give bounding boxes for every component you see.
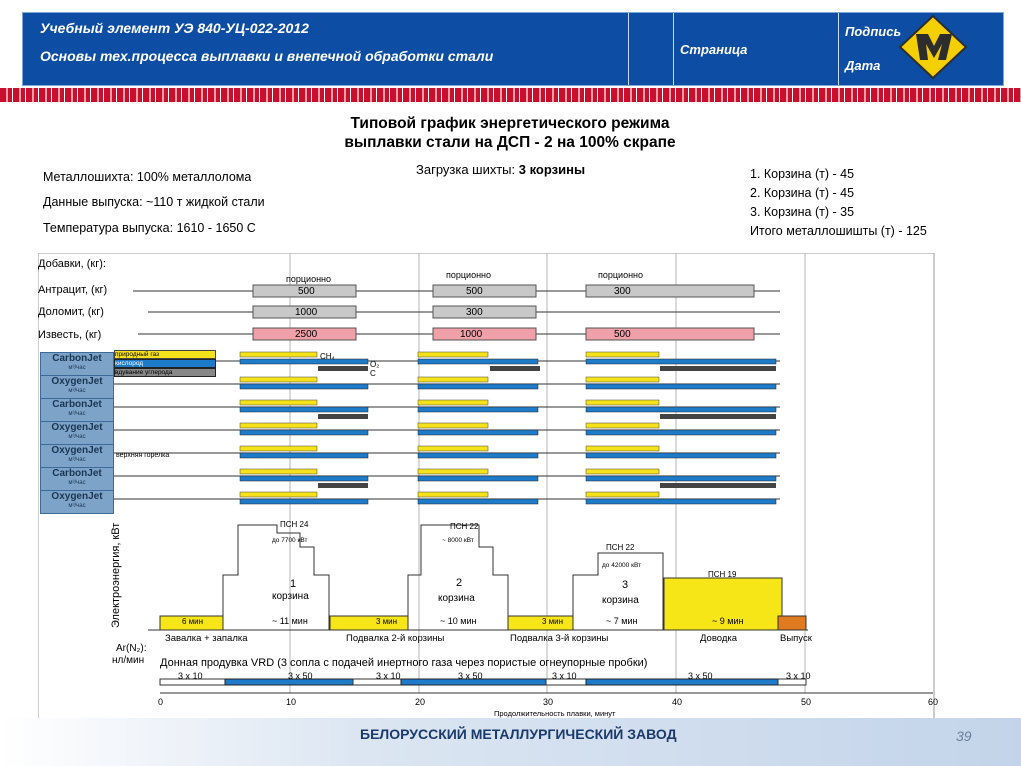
anthracite-bar-2 <box>433 285 536 297</box>
argon-seg-4: 3 x 50 <box>458 671 483 681</box>
header-date-label: Дата <box>845 58 881 73</box>
refine-psn: ПСН 19 <box>708 570 737 579</box>
argon-label-2: нл/мин <box>112 655 145 666</box>
header-line1: Учебный элемент УЭ 840-УЦ-022-2012 <box>40 20 309 36</box>
basket2-word: корзина <box>438 593 475 604</box>
ornament-strip <box>0 88 1021 102</box>
lime-value-2: 1000 <box>460 329 483 340</box>
gas-unit: м³/час <box>68 503 86 509</box>
basket3-num: 3 <box>621 579 629 591</box>
info-temp: Температура выпуска: 1610 - 1650 С <box>43 221 256 235</box>
footer-company: БЕЛОРУССКИЙ МЕТАЛЛУРГИЧЕСКИЙ ЗАВОД <box>360 726 677 742</box>
basket2-time: ~ 10 мин <box>440 616 477 626</box>
additive-label-dolomite: Доломит, (кг) <box>38 306 104 318</box>
c-label: C <box>370 369 376 378</box>
argon-seg-5: 3 x 10 <box>552 671 577 681</box>
phase-basket2: Подвалка 2-й корзины <box>346 633 445 644</box>
gap-label-1: 6 мин <box>182 617 204 626</box>
phase-tap: Выпуск <box>780 633 812 644</box>
basket1-info: 1. Корзина (т) - 45 <box>750 167 855 181</box>
basket3-info: 3. Корзина (т) - 35 <box>750 205 855 219</box>
gas-bars <box>240 352 776 504</box>
gas-unit: м³/час <box>68 457 86 463</box>
basket3-word: корзина <box>602 595 639 606</box>
basket1-word: корзина <box>272 591 309 602</box>
charge-prefix: Загрузка шихты: <box>416 162 519 177</box>
gas-label-7 <box>40 490 114 514</box>
tick-30: 30 <box>543 697 554 707</box>
argon-seg-2: 3 x 50 <box>288 671 313 681</box>
x-axis-label: Продолжительность плавки, минут <box>494 709 616 718</box>
charge-info <box>416 162 585 177</box>
basket2-psn: ПСН 22 <box>450 522 479 531</box>
basket2-num: 2 <box>455 577 463 589</box>
argon-desc: Донная продувка VRD (3 сопла с подачей инертного газа через пористые огнеупорные пробки) <box>160 657 648 669</box>
basket3-time: ~ 7 мин <box>606 616 638 626</box>
lime-bar-3 <box>586 328 754 340</box>
phase-charge: Завалка + запалка <box>165 633 248 644</box>
header-line2: Основы тех.процесса выплавки и внепечной обработки стали <box>40 48 494 64</box>
gas-label-text: CarbonJet <box>52 468 102 479</box>
argon-label-1: Ar(N₂): <box>116 643 147 654</box>
argon-seg-7: 3 x 10 <box>786 671 811 681</box>
chart-frame <box>38 253 934 719</box>
o2-label: O₂ <box>370 360 380 369</box>
gap-label-2: 3 мин <box>376 617 398 626</box>
gas-unit: м³/час <box>68 411 86 417</box>
refine-time: ~ 9 мин <box>712 616 744 626</box>
lime-value-1: 2500 <box>295 329 318 340</box>
argon-seg-3: 3 x 10 <box>376 671 401 681</box>
basket1-time: ~ 11 мин <box>272 616 308 626</box>
tick-50: 50 <box>801 697 812 707</box>
gas-label-text: OxygenJet <box>51 422 103 433</box>
gas-label-text: OxygenJet <box>51 376 103 387</box>
anthracite-value-3: 300 <box>614 286 631 297</box>
tick-10: 10 <box>286 697 297 707</box>
tick-60: 60 <box>928 697 939 707</box>
gas-label-2 <box>40 375 114 399</box>
header-divider <box>673 13 674 85</box>
info-tap: Данные выпуска: ~110 т жидкой стали <box>43 195 265 209</box>
portion-label-3: порционно <box>598 270 644 280</box>
anthracite-bar-3 <box>586 285 754 297</box>
dolomite-value-2: 300 <box>466 307 483 318</box>
page-title <box>300 114 720 152</box>
basket1-kwt: до 7700 кВт <box>272 537 308 544</box>
basket3-kwt: до 42000 кВт <box>602 562 642 569</box>
gas-label-5 <box>40 444 114 468</box>
gas-label-text: CarbonJet <box>52 353 102 364</box>
header-sign-label: Подпись <box>845 24 902 39</box>
portion-label-2: порционно <box>446 270 492 280</box>
phase-refine: Доводка <box>700 633 738 644</box>
argon-seg-1: 3 x 10 <box>178 671 203 681</box>
total-info: Итого металлошишты (т) - 125 <box>750 224 927 238</box>
tick-20: 20 <box>415 697 426 707</box>
header-divider <box>628 13 629 85</box>
dolomite-bar-2 <box>433 306 536 318</box>
basket1-num: 1 <box>289 578 297 590</box>
gas-label-6 <box>40 467 114 491</box>
dolomite-value-1: 1000 <box>295 307 318 318</box>
basket1-psn: ПСН 24 <box>280 520 309 529</box>
legend-carbon: вдувание углерода <box>114 368 216 377</box>
phase-basket3: Подвалка 3-й корзины <box>510 633 609 644</box>
anthracite-value-2: 500 <box>466 286 483 297</box>
title-line2: выплавки стали на ДСП - 2 на 100% скрапе <box>344 134 676 151</box>
basket2-info: 2. Корзина (т) - 45 <box>750 186 855 200</box>
tick-40: 40 <box>672 697 683 707</box>
gas-label-text: CarbonJet <box>52 399 102 410</box>
gap-label-3: 3 мин <box>542 617 564 626</box>
ch4-label: CH₄ <box>320 352 335 361</box>
charge-value: 3 корзины <box>518 162 586 177</box>
basket2-kwt: ~ 8000 кВт <box>442 537 474 544</box>
gas-label-text: OxygenJet <box>51 445 103 456</box>
anthracite-value-1: 500 <box>298 286 315 297</box>
gas-unit: м³/час <box>68 480 86 486</box>
energy-ylabel: Электроэнергия, кВт <box>110 522 122 628</box>
gas-unit: м³/час <box>68 365 86 371</box>
argon-seg-6: 3 x 50 <box>688 671 713 681</box>
lime-bar-2 <box>433 328 536 340</box>
energy-chart <box>38 253 938 723</box>
gas-unit: м³/час <box>68 388 86 394</box>
basket3-psn: ПСН 22 <box>606 543 635 552</box>
info-metal: Металлошихта: 100% металлолома <box>43 170 252 184</box>
portion-label-1: порционно <box>286 274 332 284</box>
gas-unit: м³/час <box>68 434 86 440</box>
header-divider <box>838 13 839 85</box>
title-line1: Типовой график энергетического режима <box>350 115 670 132</box>
gas-label-text: OxygenJet <box>51 491 103 502</box>
gas-label-3 <box>40 398 114 422</box>
additive-label-anthracite: Антрацит, (кг) <box>38 284 108 296</box>
legend-natural-gas: природный газ <box>114 350 216 359</box>
lime-value-3: 500 <box>614 329 631 340</box>
tick-0: 0 <box>158 697 164 707</box>
page-number: 39 <box>956 728 972 744</box>
header-page-label: Страница <box>680 42 748 57</box>
gas-label-4 <box>40 421 114 445</box>
additives-title: Добавки, (кг): <box>38 258 106 270</box>
legend-oxygen: кислород <box>114 359 216 368</box>
additive-label-lime: Известь, (кг) <box>38 329 102 341</box>
gas-label-1 <box>40 352 114 376</box>
company-logo-icon <box>898 14 968 80</box>
burner-note: верхняя горелка <box>116 452 170 459</box>
